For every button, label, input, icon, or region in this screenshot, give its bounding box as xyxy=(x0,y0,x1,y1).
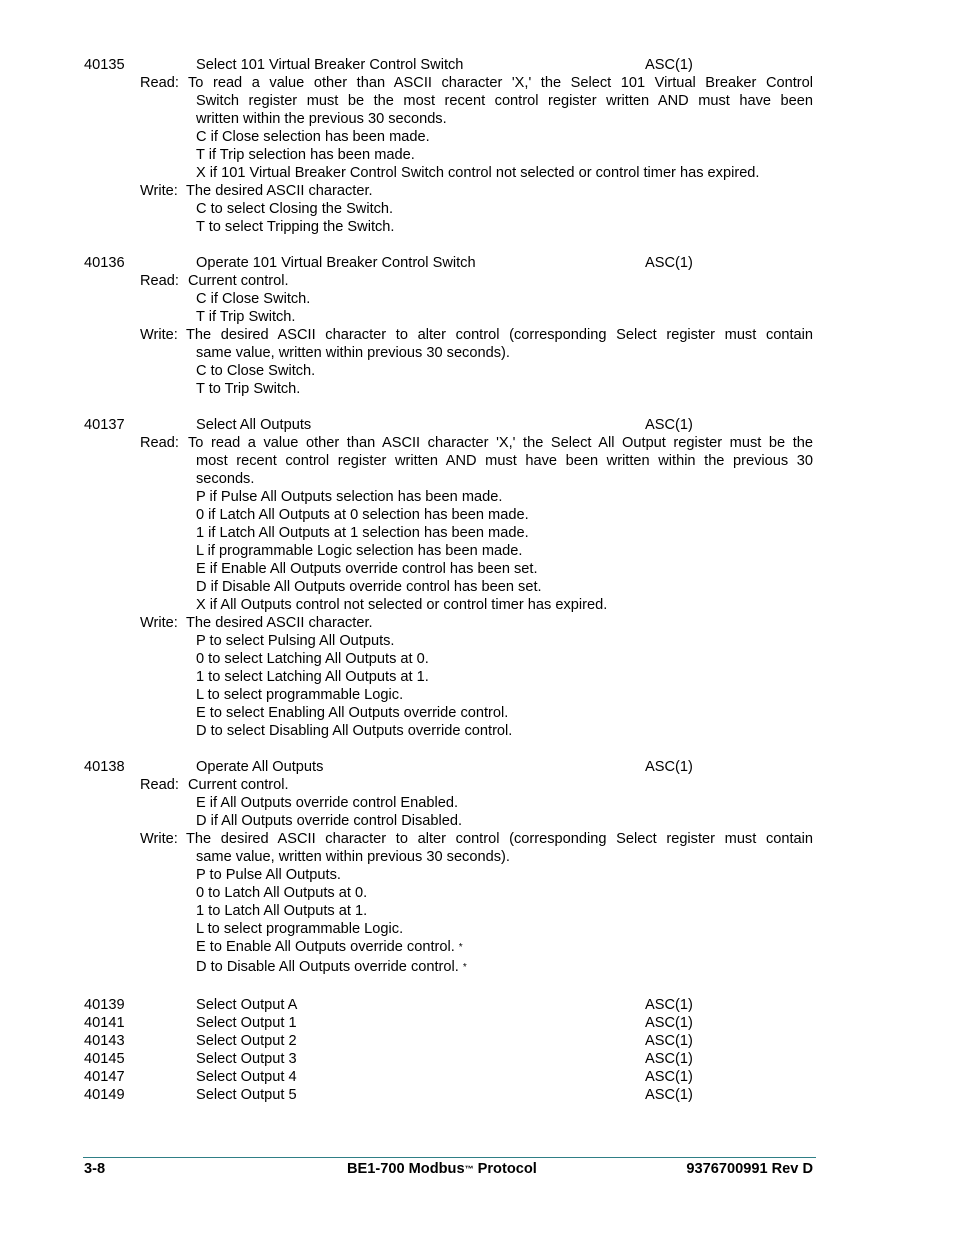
list-item xyxy=(196,596,607,614)
list-item xyxy=(196,146,415,164)
write-label: Write: xyxy=(140,183,178,199)
paragraph-line: The desired ASCII character. xyxy=(186,615,373,631)
register-type: ASC(1) xyxy=(645,997,693,1013)
trademark-symbol: ™ xyxy=(464,1164,474,1174)
list-item-text: L to select programmable Logic. xyxy=(196,921,404,937)
list-item xyxy=(196,200,393,218)
list-item xyxy=(196,920,403,938)
paragraph-line: The desired ASCII character to alter control (corresponding Select register must contain xyxy=(186,327,813,343)
paragraph-line: Current control. xyxy=(188,273,289,289)
paragraph-line: same value, written within previous 30 seconds). xyxy=(196,849,510,865)
paragraph-line: seconds. xyxy=(196,471,255,487)
list-item-text: P to select Pulsing All Outputs. xyxy=(196,633,395,649)
paragraph-line: To read a value other than ASCII character 'X,' the Select All Output register must be the xyxy=(188,435,813,451)
list-item-text: 0 if Latch All Outputs at 0 selection has been made. xyxy=(196,507,529,523)
list-item-text: D if All Outputs override control Disabled. xyxy=(196,813,463,829)
list-item-text: P to Pulse All Outputs. xyxy=(196,867,341,883)
list-item xyxy=(196,866,341,884)
list-item-text: P if Pulse All Outputs selection has been made. xyxy=(196,489,503,505)
register-name: Select Output 5 xyxy=(196,1087,297,1103)
register-name: Select Output 2 xyxy=(196,1033,297,1049)
register-type: ASC(1) xyxy=(645,1051,693,1067)
paragraph-line: Current control. xyxy=(188,777,289,793)
read-label: Read: xyxy=(140,273,179,289)
paragraph-line: written within the previous 30 seconds. xyxy=(196,111,447,127)
list-item-text: X if 101 Virtual Breaker Control Switch control not selected or control timer has expired. xyxy=(196,165,760,181)
register-address: 40147 xyxy=(84,1069,125,1085)
list-item-text: T to Trip Switch. xyxy=(196,381,301,397)
read-label: Read: xyxy=(140,777,179,793)
register-name: Select Output 3 xyxy=(196,1051,297,1067)
register-address: 40141 xyxy=(84,1015,125,1031)
list-item-text: E to select Enabling All Outputs override control. xyxy=(196,705,509,721)
list-item xyxy=(196,812,462,830)
list-item-text: T to select Tripping the Switch. xyxy=(196,219,395,235)
register-name: Select Output A xyxy=(196,997,298,1013)
list-item-text: D if Disable All Outputs override control has been set. xyxy=(196,579,542,595)
list-item-text: E if Enable All Outputs override control has been set. xyxy=(196,561,538,577)
list-item xyxy=(196,668,429,686)
list-item xyxy=(196,506,529,524)
register-type: ASC(1) xyxy=(645,1033,693,1049)
read-label: Read: xyxy=(140,75,179,91)
list-item-text: C if Close Switch. xyxy=(196,291,311,307)
write-label: Write: xyxy=(140,831,178,847)
register-name: Operate All Outputs xyxy=(196,759,324,775)
list-item xyxy=(196,128,430,146)
page-number: 3-8 xyxy=(84,1161,106,1177)
list-item xyxy=(196,380,300,398)
register-name: Select Output 4 xyxy=(196,1069,297,1085)
asterisk-mark: * xyxy=(462,962,467,973)
register-type: ASC(1) xyxy=(645,417,693,433)
register-name: Operate 101 Virtual Breaker Control Switch xyxy=(196,255,476,271)
register-type: ASC(1) xyxy=(645,759,693,775)
paragraph-line: To read a value other than ASCII character 'X,' the Select 101 Virtual Breaker Control xyxy=(188,75,813,91)
list-item xyxy=(196,686,403,704)
paragraph-line: most recent control register written AND must have been written within the previous 30 xyxy=(196,453,813,469)
list-item xyxy=(196,722,512,740)
list-item xyxy=(196,938,463,956)
list-item xyxy=(196,884,367,902)
register-type: ASC(1) xyxy=(645,255,693,271)
register-type: ASC(1) xyxy=(645,1069,693,1085)
list-item xyxy=(196,560,538,578)
list-item xyxy=(196,902,367,920)
list-item xyxy=(196,164,759,182)
list-item-text: C to select Closing the Switch. xyxy=(196,201,394,217)
list-item xyxy=(196,794,458,812)
write-label: Write: xyxy=(140,615,178,631)
list-item xyxy=(196,958,467,976)
register-address: 40137 xyxy=(84,417,125,433)
footer-divider xyxy=(83,1157,816,1158)
register-type: ASC(1) xyxy=(645,1087,693,1103)
document-number: 9376700991 Rev D xyxy=(686,1161,813,1177)
list-item-text: 0 to select Latching All Outputs at 0. xyxy=(196,651,429,667)
list-item-text: T if Trip Switch. xyxy=(196,309,296,325)
list-item-text: D to Disable All Outputs override control. xyxy=(196,959,459,975)
list-item-text: E if All Outputs override control Enabled. xyxy=(196,795,459,811)
list-item-text: C to Close Switch. xyxy=(196,363,316,379)
list-item-text: 0 to Latch All Outputs at 0. xyxy=(196,885,368,901)
footer-title-text: BE1-700 Modbus xyxy=(347,1161,465,1177)
list-item-text: T if Trip selection has been made. xyxy=(196,147,415,163)
list-item xyxy=(196,650,429,668)
footer-title xyxy=(347,1160,537,1178)
read-label: Read: xyxy=(140,435,179,451)
footer-title-suffix: Protocol xyxy=(473,1161,537,1177)
list-item-text: 1 if Latch All Outputs at 1 selection has been made. xyxy=(196,525,529,541)
list-item xyxy=(196,632,394,650)
register-name: Select Output 1 xyxy=(196,1015,297,1031)
paragraph-line: The desired ASCII character to alter control (corresponding Select register must contain xyxy=(186,831,813,847)
paragraph-line: The desired ASCII character. xyxy=(186,183,373,199)
list-item xyxy=(196,362,315,380)
list-item-text: E to Enable All Outputs override control. xyxy=(196,939,455,955)
list-item-text: X if All Outputs control not selected or control timer has expired. xyxy=(196,597,608,613)
register-address: 40139 xyxy=(84,997,125,1013)
list-item xyxy=(196,290,310,308)
register-address: 40145 xyxy=(84,1051,125,1067)
list-item xyxy=(196,218,394,236)
list-item-text: C if Close selection has been made. xyxy=(196,129,430,145)
list-item xyxy=(196,488,502,506)
register-address: 40149 xyxy=(84,1087,125,1103)
list-item-text: L to select programmable Logic. xyxy=(196,687,404,703)
register-address: 40143 xyxy=(84,1033,125,1049)
register-name: Select 101 Virtual Breaker Control Switch xyxy=(196,57,464,73)
list-item-text: 1 to Latch All Outputs at 1. xyxy=(196,903,368,919)
register-type: ASC(1) xyxy=(645,1015,693,1031)
list-item xyxy=(196,308,295,326)
list-item-text: L if programmable Logic selection has been made. xyxy=(196,543,523,559)
write-label: Write: xyxy=(140,327,178,343)
paragraph-line: Switch register must be the most recent control register written AND must have been xyxy=(196,93,813,109)
list-item-text: 1 to select Latching All Outputs at 1. xyxy=(196,669,429,685)
register-address: 40136 xyxy=(84,255,125,271)
asterisk-mark: * xyxy=(458,942,463,953)
register-address: 40135 xyxy=(84,57,125,73)
list-item xyxy=(196,704,508,722)
list-item xyxy=(196,542,522,560)
list-item xyxy=(196,524,529,542)
paragraph-line: same value, written within previous 30 seconds). xyxy=(196,345,510,361)
list-item-text: D to select Disabling All Outputs override control. xyxy=(196,723,513,739)
register-name: Select All Outputs xyxy=(196,417,312,433)
register-type: ASC(1) xyxy=(645,57,693,73)
register-address: 40138 xyxy=(84,759,125,775)
list-item xyxy=(196,578,542,596)
